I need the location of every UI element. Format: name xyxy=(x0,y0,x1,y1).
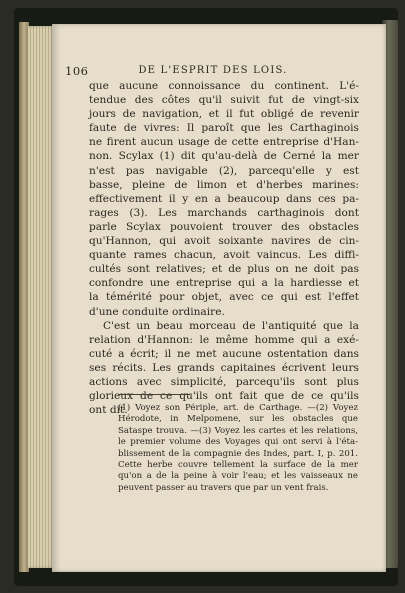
body-line: quante rames chacun, avoit vaincus. Les diffi- xyxy=(89,249,359,262)
body-line: que aucune connoissance du continent. L'é- xyxy=(89,80,359,92)
body-line: faute de vivres: Il paroît que les Carthaginois xyxy=(89,122,359,135)
body-line: parle Scylax pouvoient trouver des obstacles xyxy=(89,220,359,233)
body-line: effectivement il y en a beaucoup dans ces pa- xyxy=(89,192,359,205)
footnote-rule xyxy=(118,394,190,395)
footnote-line: Sataspe trouva. —(3) Voyez les cartes et les relations, xyxy=(118,425,358,436)
footnote-line: Cette herbe couvre tellement la surface de la mer xyxy=(118,460,358,471)
body-line: confondre une entreprise qui a la hardiesse et xyxy=(89,277,359,290)
footnote-line: (1) Voyez son Périple, art. de Carthage. —(2) Voyez xyxy=(118,403,358,413)
body-line: basse, pleine de limon et d'herbes marines: xyxy=(89,178,359,191)
body-line: non. Scylax (1) dit qu'au-delà de Cerné la mer xyxy=(89,150,359,163)
body-line: relation d'Hannon: le même homme qui a exé- xyxy=(89,333,359,346)
body-line: qu'Hannon, qui avoit soixante navires de cin- xyxy=(89,235,359,248)
page-header xyxy=(65,64,361,78)
page-number: 106 xyxy=(65,64,89,78)
body-line: cuté a écrit; il ne met aucune ostentation dans xyxy=(89,347,359,360)
footnote-line: peuvent passer au travers que par un vent frais. xyxy=(118,482,329,493)
body-line: la témérité pour objet, avec ce qui est l'effet xyxy=(89,291,359,304)
body-line: cultés sont relatives; et de plus on ne doit pas xyxy=(89,263,359,276)
body-line: glorieux de ce qu'ils ont fait que de ce qu'ils xyxy=(89,390,359,403)
body-line: jours de navigation, et il fut obligé de revenir xyxy=(89,108,359,121)
footnote-line: le premier volume des Voyages qui ont servi à l'éta- xyxy=(118,437,358,448)
page-edges xyxy=(28,26,54,568)
body-line: ne firent aucun usage de cette entreprise d'Han- xyxy=(89,136,359,149)
footnote-line: Hérodote, in Melpomene, sur les obstacles que xyxy=(118,414,358,425)
body-line: ses récits. Les grands capitaines écrivent leurs xyxy=(89,361,359,374)
body-line: ont dit. xyxy=(89,404,128,417)
body-line: d'une conduite ordinaire. xyxy=(89,305,225,318)
body-line: actions avec simplicité, parcequ'ils sont plus xyxy=(89,375,359,388)
body-line: rages (3). Les marchands carthaginois dont xyxy=(89,206,359,219)
body-text xyxy=(89,79,359,417)
footnote-line: qu'on a de la peine à voir l'eau; et les vaisseaux ne xyxy=(118,471,358,482)
body-line: n'est pas navigable (2), parcequ'elle y est xyxy=(89,164,359,177)
footnote-line: blissement de la compagnie des Indes, part. I, p. 201. xyxy=(118,448,358,459)
body-line: C'est un beau morceau de l'antiquité que la xyxy=(103,319,359,332)
footnotes xyxy=(118,403,358,494)
body-line: tendue des côtes qu'il suivit fut de vingt-six xyxy=(89,94,359,107)
running-title: DE L'ESPRIT DES LOIS. xyxy=(138,65,288,76)
